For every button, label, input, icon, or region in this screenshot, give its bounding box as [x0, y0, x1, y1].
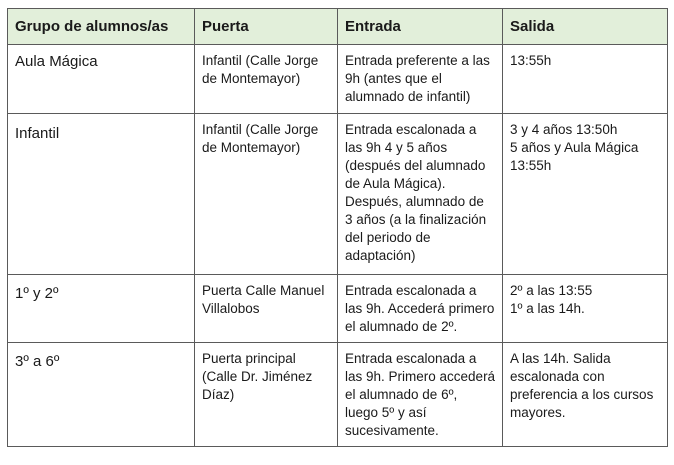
schedule-table [7, 8, 668, 447]
group-text: Infantil [15, 125, 60, 142]
table-row [8, 275, 668, 343]
header-group: Grupo de alumnos/as [8, 9, 195, 45]
group-cell [8, 45, 195, 114]
door-cell [195, 343, 338, 447]
door-text: Puerta principal (Calle Dr. Jiménez Díaz) [202, 351, 313, 402]
table-row [8, 343, 668, 447]
entry-text: Entrada escalonada a las 9h 4 y 5 años (después del alumnado de Aula Mágica). Después, alumnado de 3 años (a la finalización del periodo de adaptación) [345, 122, 487, 263]
exit-text: 13:55h [510, 53, 552, 68]
exit-cell [503, 343, 668, 447]
door-text: Puerta Calle Manuel Villalobos [202, 283, 325, 316]
door-cell [195, 45, 338, 114]
entry-cell [338, 275, 503, 343]
group-text: 3º a 6º [15, 353, 60, 370]
entry-cell [338, 45, 503, 114]
header-exit: Salida [503, 9, 668, 45]
table-header-row [8, 9, 668, 45]
exit-text: A las 14h. Salida escalonada con preferencia a los cursos mayores. [510, 351, 654, 420]
group-cell [8, 114, 195, 275]
exit-cell [503, 45, 668, 114]
table-row [8, 45, 668, 114]
exit-text: 2º a las 13:55 1º a las 14h. [510, 283, 593, 316]
door-text: Infantil (Calle Jorge de Montemayor) [202, 53, 319, 86]
door-cell [195, 114, 338, 275]
group-text: 1º y 2º [15, 285, 59, 302]
door-text: Infantil (Calle Jorge de Montemayor) [202, 122, 319, 155]
group-cell [8, 275, 195, 343]
door-cell [195, 275, 338, 343]
entry-text: Entrada escalonada a las 9h. Accederá primero el alumnado de 2º. [345, 283, 495, 334]
exit-cell [503, 275, 668, 343]
group-text: Aula Mágica [15, 53, 98, 70]
entry-text: Entrada escalonada a las 9h. Primero accederá el alumnado de 6º, luego 5º y así sucesivamente. [345, 351, 496, 438]
exit-cell [503, 114, 668, 275]
entry-cell [338, 114, 503, 275]
header-door: Puerta [195, 9, 338, 45]
entry-text: Entrada preferente a las 9h (antes que el alumnado de infantil) [345, 53, 490, 104]
header-entry: Entrada [338, 9, 503, 45]
group-cell [8, 343, 195, 447]
exit-text: 3 y 4 años 13:50h 5 años y Aula Mágica 13:55h [510, 122, 639, 173]
entry-cell [338, 343, 503, 447]
table-row [8, 114, 668, 275]
